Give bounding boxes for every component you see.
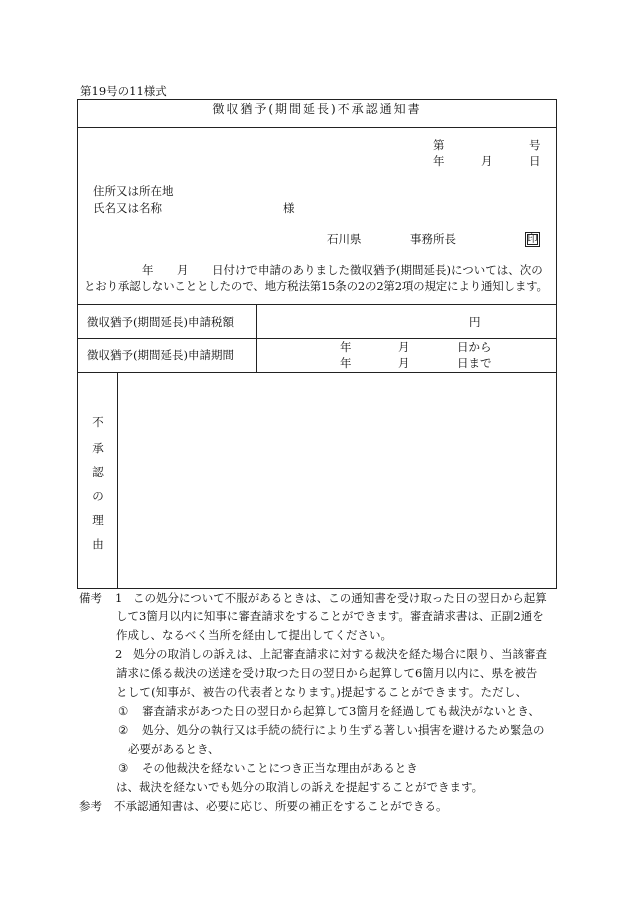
reason-top-border xyxy=(77,372,557,373)
reason-char: 不 xyxy=(92,415,104,429)
note-2-tail: は、裁決を経ないでも処分の取消しの訴えを提起することができます。 xyxy=(116,780,484,794)
reason-column-divider xyxy=(117,372,118,589)
name-label: 氏名又は名称 xyxy=(93,201,162,215)
issuer-office: 事務所長 xyxy=(410,232,456,246)
note-1-line-3: 作成し、なるべく当所を経由して提出してください。 xyxy=(116,628,392,642)
note-2-line-1: 処分の取消しの訴えは、上記審査請求に対する裁決を経た場合に限り、当該審査 xyxy=(133,647,547,661)
condition-1-marker: ① xyxy=(118,704,129,718)
notes-heading: 備考 xyxy=(79,591,102,605)
reference-heading: 参考 xyxy=(79,799,102,813)
row1-top-border xyxy=(77,304,557,305)
period-until-month: 月 xyxy=(398,356,410,370)
period-label: 徴収猶予(期間延長)申請期間 xyxy=(87,348,234,362)
period-until-day: 日まで xyxy=(457,356,492,370)
condition-2-text-1: 処分、処分の執行又は手続の続行により生ずる著しい損害を避けるため緊急の xyxy=(142,723,545,737)
reason-char: の xyxy=(92,489,104,503)
seal-mark: 印 xyxy=(525,232,540,247)
note-1-line-1: この処分について不服があるときは、この通知書を受け取った日の翌日から起算 xyxy=(133,591,547,605)
condition-3-marker: ③ xyxy=(118,761,129,775)
condition-2-marker: ② xyxy=(118,723,129,737)
reference-text: 不承認通知書は、必要に応じ、所要の補正をすることができる。 xyxy=(114,799,448,813)
tax-amount-unit: 円 xyxy=(469,315,481,329)
number-prefix: 第 xyxy=(433,138,445,152)
condition-1-text: 審査請求があつた日の翌日から起算して3箇月を経過しても裁決がないとき、 xyxy=(142,704,540,718)
period-until-year: 年 xyxy=(340,356,352,370)
date-month-label: 月 xyxy=(481,154,493,168)
tax-amount-label: 徴収猶予(期間延長)申請税額 xyxy=(87,315,234,329)
form-title: 徴収猶予(期間延長)不承認通知書 xyxy=(212,102,422,116)
issuer-prefecture: 石川県 xyxy=(327,232,362,246)
title-divider xyxy=(77,127,557,128)
reason-char: 承 xyxy=(92,441,104,455)
date-year-label: 年 xyxy=(433,154,445,168)
row2-top-border xyxy=(77,338,557,339)
period-from-month: 月 xyxy=(398,340,410,354)
note-1-number: 1 xyxy=(115,591,123,605)
condition-3-text: その他裁決を経ないことにつき正当な理由があるとき xyxy=(142,761,418,775)
body-line-1: 日付けで申請のありました徴収猶予(期間延長)については、次の xyxy=(212,263,543,277)
note-2-number: 2 xyxy=(115,647,123,661)
reason-char: 理 xyxy=(92,513,104,527)
number-suffix: 号 xyxy=(529,138,541,152)
form-number: 第19号の11様式 xyxy=(80,84,167,98)
honorific-sama: 様 xyxy=(283,201,295,215)
condition-2-text-2: 必要があるとき、 xyxy=(128,742,220,756)
note-1-line-2: して3箇月以内に知事に審査請求をすることができます。審査請求書は、正副2通を xyxy=(116,609,544,623)
body-line-2: とおり承認しないこととしたので、地方税法第15条の2の2第2項の規定により通知します。 xyxy=(84,279,548,293)
body-year-label: 年 xyxy=(142,263,154,277)
note-2-line-3: として(知事が、被告の代表者となります。)提起することができます。ただし、 xyxy=(116,685,528,699)
period-from-year: 年 xyxy=(340,340,352,354)
address-label: 住所又は所在地 xyxy=(93,184,174,198)
date-day-label: 日 xyxy=(529,154,541,168)
reason-char: 由 xyxy=(92,537,104,551)
body-month-label: 月 xyxy=(177,263,189,277)
reason-char: 認 xyxy=(92,465,104,479)
period-from-day: 日から xyxy=(457,340,492,354)
note-2-line-2: 請求に係る裁決の送達を受け取つた日の翌日から起算して6箇月以内に、県を被告 xyxy=(116,666,538,680)
